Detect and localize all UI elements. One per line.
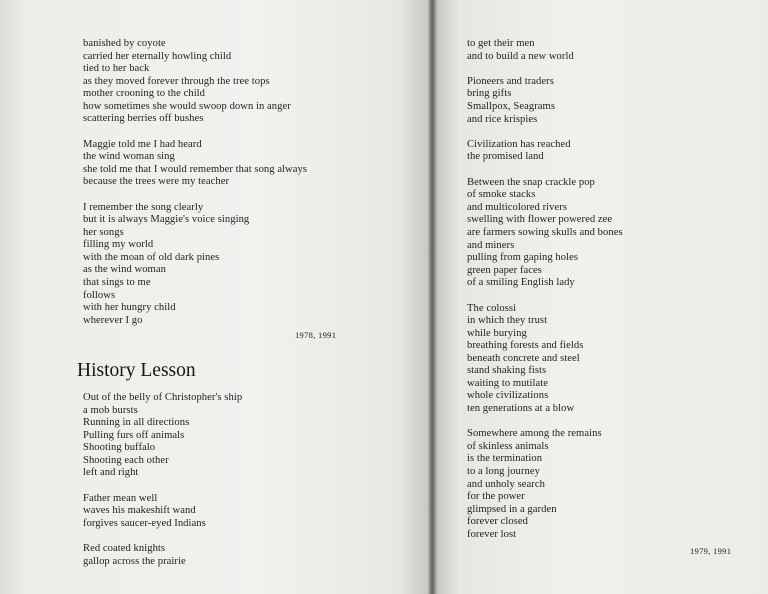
poem-line: to a long journey <box>467 465 540 477</box>
poem-line: and rice krispies <box>467 113 538 125</box>
poem-line: the promised land <box>467 151 544 163</box>
poem-line: for the power <box>467 491 525 503</box>
poem-line: whole civilizations <box>467 390 549 402</box>
poem-line: and unholy search <box>467 478 545 490</box>
poem-line: Father mean well <box>83 492 158 504</box>
poem-line: waves his makeshift wand <box>83 505 196 517</box>
poem-line: green paper faces <box>467 264 542 276</box>
poem-line: of a smiling English lady <box>467 277 575 289</box>
poem-line: are farmers sowing skulls and bones <box>467 227 623 238</box>
poem-line: scattering berries off bushes <box>83 113 204 125</box>
poem-line: wherever I go <box>83 314 143 326</box>
poem-line: mother crooning to the child <box>83 88 206 100</box>
poem-line: filling my world <box>83 239 154 251</box>
poem-line: Red coated knights <box>83 543 166 555</box>
poem-line: Smallpox, Seagrams <box>467 101 555 112</box>
poem-line: because the trees were my teacher <box>83 176 230 188</box>
poem-date: 1979, 1991 <box>690 546 732 556</box>
poem-line: how sometimes she would swoop down in anger <box>83 100 291 112</box>
poem-line: carried her eternally howling child <box>83 50 232 62</box>
poem-line: forever lost <box>467 528 517 540</box>
poem-line: a mob bursts <box>83 404 138 416</box>
right-page <box>432 0 768 594</box>
poem-line: left and right <box>83 467 139 479</box>
poem-line: Shooting each other <box>83 454 169 466</box>
poem-line: pulling from gaping holes <box>467 252 578 264</box>
poem-line: of skinless animals <box>467 440 549 452</box>
poem-line: she told me that I would remember that song always <box>83 163 308 175</box>
poem-line: beneath concrete and steel <box>467 352 580 364</box>
poem-line: stand shaking fists <box>467 365 547 377</box>
poem-line: Pulling furs off animals <box>83 429 185 441</box>
poem-line: her songs <box>83 226 124 238</box>
poem-line: bring gifts <box>467 88 512 100</box>
poem-line: Pioneers and traders <box>467 75 554 87</box>
poem-line: forgives saucer-eyed Indians <box>83 517 206 529</box>
poem-line: follows <box>83 289 116 301</box>
poem-line: Civilization has reached <box>467 138 571 150</box>
poem-line: is the termination <box>467 453 543 465</box>
poem-line: Somewhere among the remains <box>467 428 602 440</box>
book-gutter <box>428 0 436 594</box>
poem-line: waiting to mutilate <box>467 377 548 389</box>
poem-line: and multicolored rivers <box>467 201 567 213</box>
poem-line: gallop across the prairie <box>83 555 186 567</box>
poem-line: and miners <box>467 239 515 251</box>
poem-line: breathing forests and fields <box>467 340 584 352</box>
poem-line: Running in all directions <box>83 417 190 429</box>
poem-line: as they moved forever through the tree tops <box>83 75 270 87</box>
poem-line: Between the snap crackle pop <box>467 176 595 188</box>
poem-line: forever closed <box>467 516 528 528</box>
poem-line: Shooting buffalo <box>83 442 156 454</box>
poem-line: The colossi <box>467 302 517 314</box>
poem-line: glimpsed in a garden <box>467 503 557 515</box>
poem-line: that sings to me <box>83 276 151 288</box>
poem-date: 1978, 1991 <box>295 330 337 340</box>
poem-title: History Lesson <box>77 360 196 381</box>
poem-line: of smoke stacks <box>467 189 536 201</box>
poem-line: while burying <box>467 327 527 339</box>
poem-line: Out of the belly of Christopher's ship <box>83 392 243 403</box>
poem-line: Maggie told me I had heard <box>83 138 202 150</box>
poem-line: with her hungry child <box>83 302 176 314</box>
poem-line: ten generations at a blow <box>467 402 575 414</box>
poem-line: and to build a new world <box>467 50 574 62</box>
poem-line: but it is always Maggie's voice singing <box>83 214 250 226</box>
poem-line: tied to her back <box>83 63 150 75</box>
poem-line: as the wind woman <box>83 264 166 276</box>
poem-line: in which they trust <box>467 315 548 327</box>
poem-line: with the moan of old dark pines <box>83 251 220 263</box>
poem-line: to get their men <box>467 38 535 49</box>
poem-line: the wind woman sing <box>83 151 175 163</box>
poem-line: I remember the song clearly <box>83 201 204 213</box>
poem-line: swelling with flower powered zee <box>467 214 613 226</box>
poem-line: banished by coyote <box>83 38 166 49</box>
